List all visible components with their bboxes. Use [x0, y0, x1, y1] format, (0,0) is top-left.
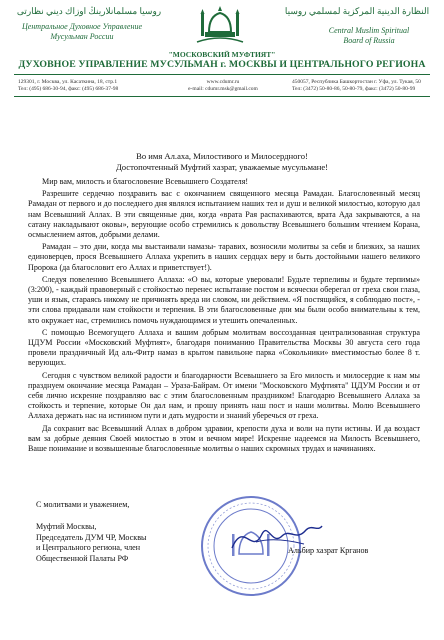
- script-title-left-line: Мусульман России: [50, 32, 114, 41]
- contact-line: Тел: (3472) 50-80-86, 50-80-79, факс: (3472) 50-80-99: [292, 86, 416, 92]
- paragraph: Мир вам, милость и благословение Всевышнего Создателя!: [42, 177, 249, 186]
- script-title-right-line: Central Muslim Spiritual: [328, 26, 410, 35]
- org-short-name: "МОСКОВСКИЙ МУФТИЯТ": [168, 50, 276, 59]
- title-line: Муфтий Москвы,: [36, 522, 97, 531]
- contact-line: Тел: (495) 686-30-94, факс: (495) 686-37-98: [18, 86, 119, 92]
- paragraph: Следуя повелению Всевышнего Аллаха: «О вы, которые уверовали! Будьте терпеливы и будьте терпимы» (3:200), - каждый правоверный с стойкостью перенес испытание постом и всячески оберегал от греха свои глаза, уши и язык, стараясь никому не причинять вреда ни словом, ни действием. «Я постящийся, я соблюдаю пост», - эти слова придавали нам стойкости и терпения. В эти благословенные дни мы были особо внимательны к тем, кто окружает нас, стремились помочь нуждающимся и утешить опечаленных.: [28, 274, 420, 325]
- paragraph: Сегодня с чувством великой радости и благодарности Всевышнего за Его милость и милосердие к нам мы празднуем окончание месяца Рамадан – Ураза-Байрам. От имени "Московского Муфтията" ЦДУМ России и от себя лично искренне поздравляю вас с этим благословенным праздником! Благодарю Всевышнего Аллаха за стойкость и терпение, которые Он дал нам, и прошу принять наш пост и наши молитвы. Молю Всевышнего Аллаха держать нас на истинном пути и дать мудрости и знаний уберечься от греха.: [28, 370, 420, 421]
- contacts-moscow: [18, 79, 148, 93]
- title-line: Общественной Палаты РФ: [36, 553, 129, 563]
- letter-body: [28, 177, 420, 456]
- script-title-left: [22, 22, 142, 42]
- contacts-web: [178, 79, 268, 93]
- greeting-line: Достопочтенный Муфтий хазрат, уважаемые мусульмане!: [115, 162, 329, 172]
- arabic-title-right: النظارة الدينية المركزية لمسلمي روسيا: [284, 6, 430, 16]
- script-title-right-line: Board of Russia: [343, 36, 395, 45]
- script-title-right: [314, 26, 424, 46]
- contact-line: 450057, Республика Башкортостан г. Уфа, ул. Тукая, 50: [292, 79, 421, 85]
- paragraph: Разрешите сердечно поздравить вас с окончанием священного месяца Рамадан. Благословенный месяц Рамадан от первого и до последнего дня являлся испытанием наших тел и душ и великой милостью, которую дал нам Всевышний Аллах. В эти священные дни, когда «врата Рая распахиваются, врата Ада закрываются, а на сатану накладывают оковы», верующие особо стремились к довольству Всевышнего большим чтением Корана, осмыслением аятов, добрыми делами.: [28, 189, 420, 240]
- greeting: [0, 151, 444, 173]
- org-full-name: ДУХОВНОЕ УПРАВЛЕНИЕ МУСУЛЬМАН г. МОСКВЫ И ЦЕНТРАЛЬНОГО РЕГИОНА: [18, 59, 426, 70]
- contacts-divider: [14, 96, 430, 97]
- website-link[interactable]: www.cdumr.ru: [206, 79, 240, 85]
- title-line: и Центрального региона, член: [36, 543, 141, 552]
- closing: С молитвами и уважением,: [36, 500, 130, 509]
- paragraph: Да сохранит вас Всевышний Аллах в добром здравии, крепости духа и воли на пути истины. И да воздаст вам за добрые деяния Своей милостью в этом и вечном мире! Искренне надеемся на Милость Всевышнего, Ваше понимание и возвышенные благословенные молитвы о наших скромных трудах и начинаниях.: [28, 423, 420, 454]
- script-title-left-line: Центральное Духовное Управление: [22, 22, 142, 31]
- email-link[interactable]: e-mail: cdumr.msk@gmail.com: [188, 86, 258, 92]
- contacts-ufa: [292, 79, 432, 93]
- paragraph: С помощью Всемогущего Аллаха и вашим добрым молитвам воссозданная централизованная структура ЦДУМ России «Московский Муфтият», благодаря пониманию Правительства Москвы 30 августа сего года провели праздничный Ид аль-Фитр намаз в крытом павильоне парка «Сокольники» вместимостью более 8 т. верующих.: [28, 327, 420, 368]
- header-divider: [14, 74, 430, 75]
- mosque-logo-icon: [191, 2, 249, 46]
- arabic-title-left: روسيا مسلمانلارينڭ اوزاك ديني نظارتى: [16, 6, 162, 16]
- paragraph: Рамадан – это дни, когда мы выстаивали намазы- таравих, возносили молитвы за себя и близких, за наших единоверцев, прося Всевышнего Аллаха укрепить в наших сердцах веру и быть достойными нашего великого Пророка (да благословит его Аллах и приветствует!).: [28, 242, 420, 272]
- greeting-line: Во имя Ал.аха, Милостивого и Милосердного!: [136, 151, 308, 161]
- contact-line: 129301, г. Москва, ул. Касаткина, 18, стр.1: [18, 79, 118, 85]
- title-line: Председатель ДУМ ЧР, Москвы: [36, 532, 147, 542]
- signatory-name: Альбир хазрат Крганов: [288, 546, 369, 555]
- signatory-title: [36, 522, 186, 564]
